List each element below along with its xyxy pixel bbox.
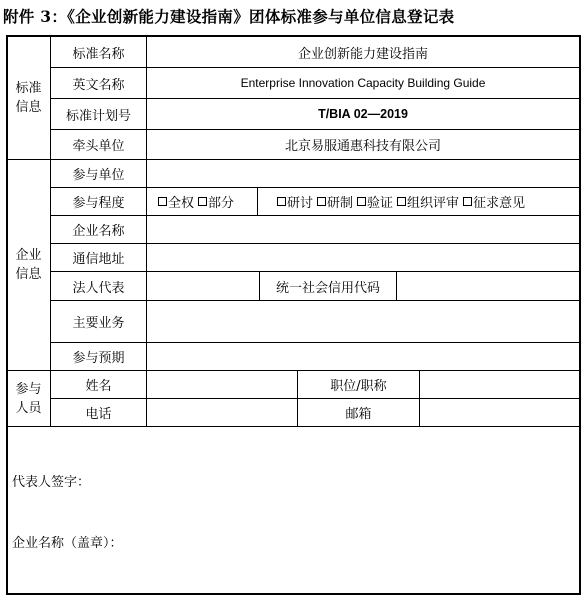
email-label: 邮箱 bbox=[345, 407, 372, 422]
legal-rep-field[interactable] bbox=[147, 272, 259, 300]
standard-info-group-label bbox=[7, 36, 50, 159]
name-field[interactable] bbox=[147, 371, 297, 398]
standard-name-label: 标准名称 bbox=[72, 46, 125, 62]
enterprise-info-group-label bbox=[7, 160, 50, 370]
position-label: 职位/职称 bbox=[330, 379, 387, 394]
page-title: 附件 3：《企业创新能力建设指南》团体标准参与单位信息登记表 bbox=[3, 7, 455, 26]
credit-code-field[interactable] bbox=[397, 272, 579, 300]
standard-info-group-line1: 标准 bbox=[15, 80, 42, 96]
option-full-checkbox[interactable] bbox=[158, 192, 194, 211]
enterprise-info-group-line2: 信息 bbox=[15, 267, 42, 282]
option-verify-checkbox[interactable] bbox=[357, 192, 393, 211]
expectation-label: 参与预期 bbox=[72, 351, 125, 366]
company-seal-label: 企业名称（盖章）： bbox=[12, 536, 123, 551]
plan-number-label: 标准计划号 bbox=[65, 108, 131, 124]
checkbox-icon bbox=[317, 197, 326, 206]
plan-number-value: T/BIA 02—2019 bbox=[318, 107, 408, 121]
legal-rep-label: 法人代表 bbox=[72, 280, 125, 296]
checkbox-icon bbox=[357, 197, 366, 206]
option-discuss-label: 研讨 bbox=[287, 196, 314, 211]
participation-scope-options bbox=[158, 188, 256, 215]
phone-label: 电话 bbox=[85, 407, 112, 422]
option-verify-label: 验证 bbox=[367, 196, 394, 211]
standard-info-group-line2: 信息 bbox=[15, 99, 42, 115]
english-name-value: Enterprise Innovation Capacity Building Guide bbox=[240, 76, 486, 90]
checkbox-icon bbox=[158, 197, 167, 206]
option-develop-label: 研制 bbox=[327, 196, 354, 211]
lead-unit-label: 牵头单位 bbox=[72, 139, 125, 154]
participation-type-options bbox=[277, 188, 579, 215]
english-name-label: 英文名称 bbox=[72, 77, 125, 93]
option-full-label: 全权 bbox=[168, 196, 195, 211]
company-name-label: 企业名称 bbox=[72, 224, 125, 239]
credit-code-label: 统一社会信用代码 bbox=[275, 280, 380, 296]
address-label: 通信地址 bbox=[72, 252, 125, 267]
participants-group-line1: 参与 bbox=[15, 381, 42, 397]
participating-unit-field[interactable] bbox=[147, 160, 579, 187]
checkbox-icon bbox=[198, 197, 207, 206]
option-review-checkbox[interactable] bbox=[397, 192, 459, 211]
option-partial-checkbox[interactable] bbox=[198, 192, 234, 211]
representative-signature-label: 代表人签字： bbox=[12, 475, 91, 490]
checkbox-icon bbox=[397, 197, 406, 206]
checkbox-icon bbox=[277, 197, 286, 206]
option-partial-label: 部分 bbox=[208, 196, 235, 211]
lead-unit-value: 北京易服通惠科技有限公司 bbox=[284, 139, 441, 154]
phone-field[interactable] bbox=[147, 399, 297, 426]
option-solicit-label: 征求意见 bbox=[473, 196, 526, 211]
participants-group-label bbox=[7, 371, 50, 426]
main-business-label: 主要业务 bbox=[72, 316, 125, 331]
participating-unit-label: 参与单位 bbox=[72, 168, 125, 183]
checkbox-icon bbox=[463, 197, 472, 206]
main-business-field[interactable] bbox=[147, 301, 579, 342]
address-field[interactable] bbox=[147, 244, 579, 271]
participation-degree-label: 参与程度 bbox=[72, 196, 125, 211]
option-discuss-checkbox[interactable] bbox=[277, 192, 313, 211]
participants-group-line2: 人员 bbox=[15, 400, 42, 416]
email-field[interactable] bbox=[420, 399, 579, 426]
enterprise-info-group-line1: 企业 bbox=[15, 248, 42, 263]
option-review-label: 组织评审 bbox=[407, 196, 460, 211]
standard-name-value: 企业创新能力建设指南 bbox=[297, 46, 428, 62]
company-name-field[interactable] bbox=[147, 216, 579, 243]
name-label: 姓名 bbox=[85, 379, 112, 394]
option-solicit-checkbox[interactable] bbox=[463, 192, 525, 211]
option-develop-checkbox[interactable] bbox=[317, 192, 353, 211]
position-field[interactable] bbox=[420, 371, 579, 398]
expectation-field[interactable] bbox=[147, 343, 579, 370]
